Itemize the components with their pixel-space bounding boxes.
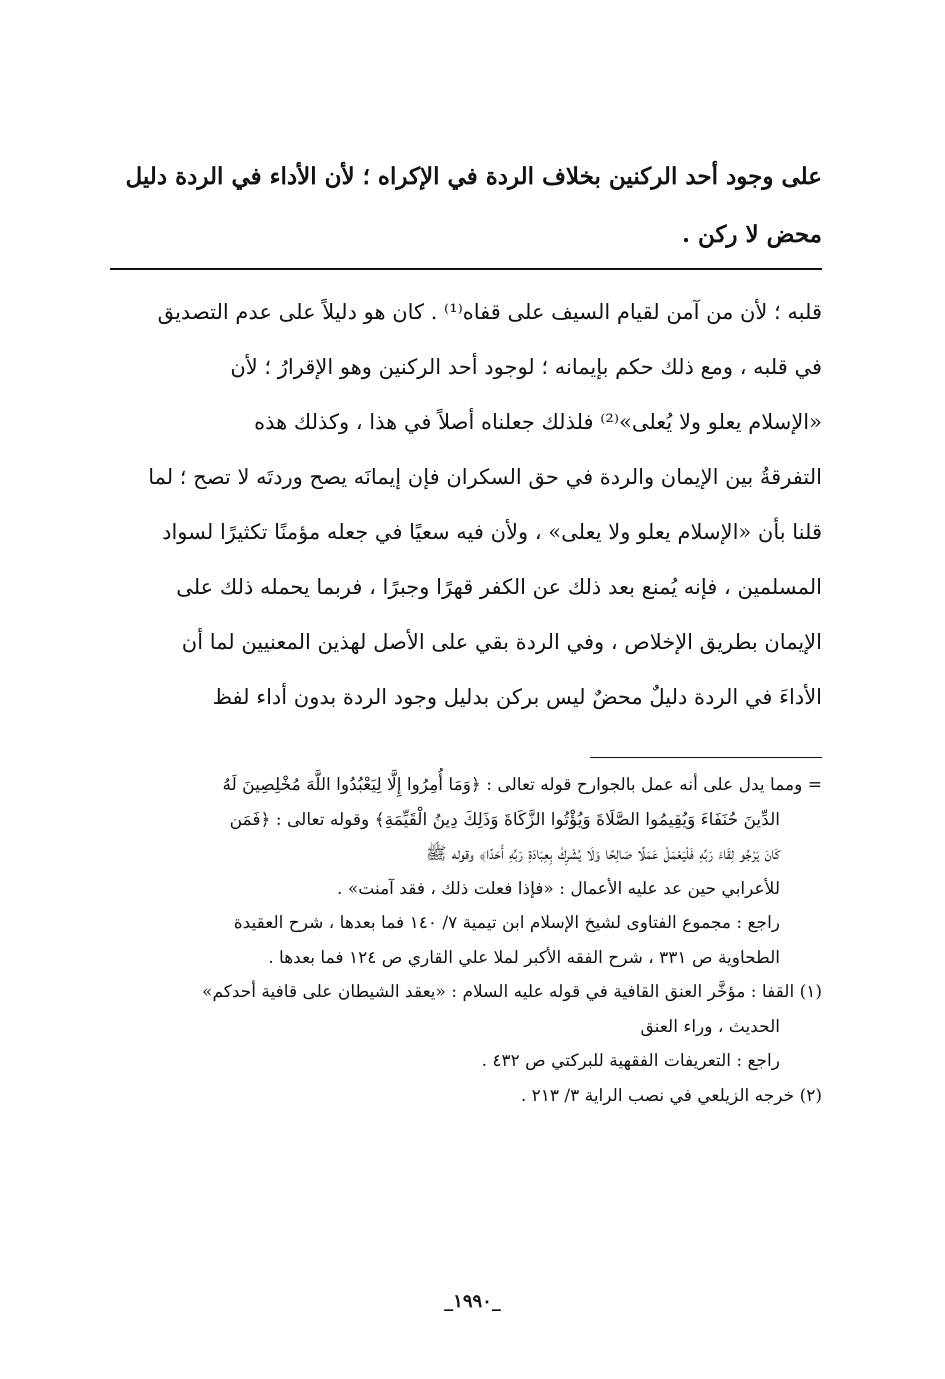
footnote-line: (٢) خرجه الزيلعي في نصب الراية ٣/ ٢١٣ . — [520, 1085, 822, 1106]
footnote-line: (١) القفا : مؤخَّر العنق القافية في قوله عليه السلام : «يعقد الشيطان على قافية أحدكم» — [202, 982, 822, 1002]
footnote-line: راجع : التعريفات الفقهية للبركتي ص ٤٣٢ . — [481, 1051, 780, 1071]
footnote-line: الدِّينَ حُنَفَاءَ وَيُقِيمُوا الصَّلَاةَ وَيُؤْتُوا الزَّكَاةَ وَذَلِكَ دِينُ الْقَيِّمَةِ﴾ وقوله تعالى : ﴿فَمَن — [229, 809, 780, 830]
footnote-line: راجع : مجموع الفتاوى لشيخ الإسلام ابن تيمية ٧/ ١٤٠ فما بعدها ، شرح العقيدة — [233, 913, 780, 933]
commentary-text — [110, 285, 822, 725]
commentary-line: الأداءَ في الردة دليلٌ محضٌ ليس بركن بدليل وجود الردة بدون أداء لفظ — [212, 685, 822, 709]
commentary-line: التفرقةُ بين الإيمان والردة في حق السكران فإن إيمانَه يصح وردتَه لا تصح ؛ لما — [148, 465, 822, 489]
footnote-line: الطحاوية ص ٣٣١ ، شرح الفقه الأكبر لملا علي القاري ص ١٢٤ فما بعدها . — [268, 947, 780, 968]
footnote-line: الحديث ، وراء العنق — [640, 1016, 780, 1037]
commentary-line: الإيمان بطريق الإخلاص ، وفي الردة بقي على الأصل لهذين المعنيين لما أن — [181, 630, 822, 654]
page-number: _١٩٩٠_ — [444, 1291, 501, 1312]
footnote-line: = ومما يدل على أنه عمل بالجوارح قوله تعالى : ﴿وَمَا أُمِرُوا إِلَّا لِيَعْبُدُوا اللَّهَ مُخْلِصِينَ لَهُ — [222, 775, 822, 795]
main-text — [110, 148, 822, 264]
main-text-line: محض لا ركن . — [681, 221, 822, 248]
commentary-line: قلنا بأن «الإسلام يعلو ولا يعلى» ، ولأن فيه سعيًا في جعله مؤمنًا تكثيرًا لسواد — [162, 520, 822, 544]
main-divider — [110, 268, 822, 270]
commentary-line: «الإسلام يعلو ولا يُعلى»⁽²⁾ فلذلك جعلناه أصلاً في هذا ، وكذلك هذه — [254, 410, 822, 434]
footnotes — [110, 768, 822, 1113]
commentary-line: قلبه ؛ لأن من آمن لقيام السيف على قفاه⁽¹⁾ . كان هو دليلاً على عدم التصديق — [157, 300, 822, 324]
footnote-line: كَانَ يَرْجُو لِقَاءَ رَبِّهِ فَلْيَعْمَلْ عَمَلًا صَالِحًا وَلَا يُشْرِكْ بِعِبَادَةِ رَبِّهِ أَحَدًا﴾ وقوله ﷺ — [425, 844, 780, 864]
commentary-line: المسلمين ، فإنه يُمنع بعد ذلك عن الكفر قهرًا وجبرًا ، فربما يحمله ذلك على — [176, 575, 822, 599]
commentary-line: في قلبه ، ومع ذلك حكم بإيمانه ؛ لوجود أحد الركنين وهو الإقرارُ ؛ لأن — [230, 355, 822, 379]
footnote-line: للأعرابي حين عد عليه الأعمال : «فإذا فعلت ذلك ، فقد آمنت» . — [337, 878, 780, 899]
main-text-line: على وجود أحد الركنين بخلاف الردة في الإكراه ؛ لأن الأداء في الردة دليل — [125, 163, 822, 190]
footnote-divider — [590, 757, 822, 758]
